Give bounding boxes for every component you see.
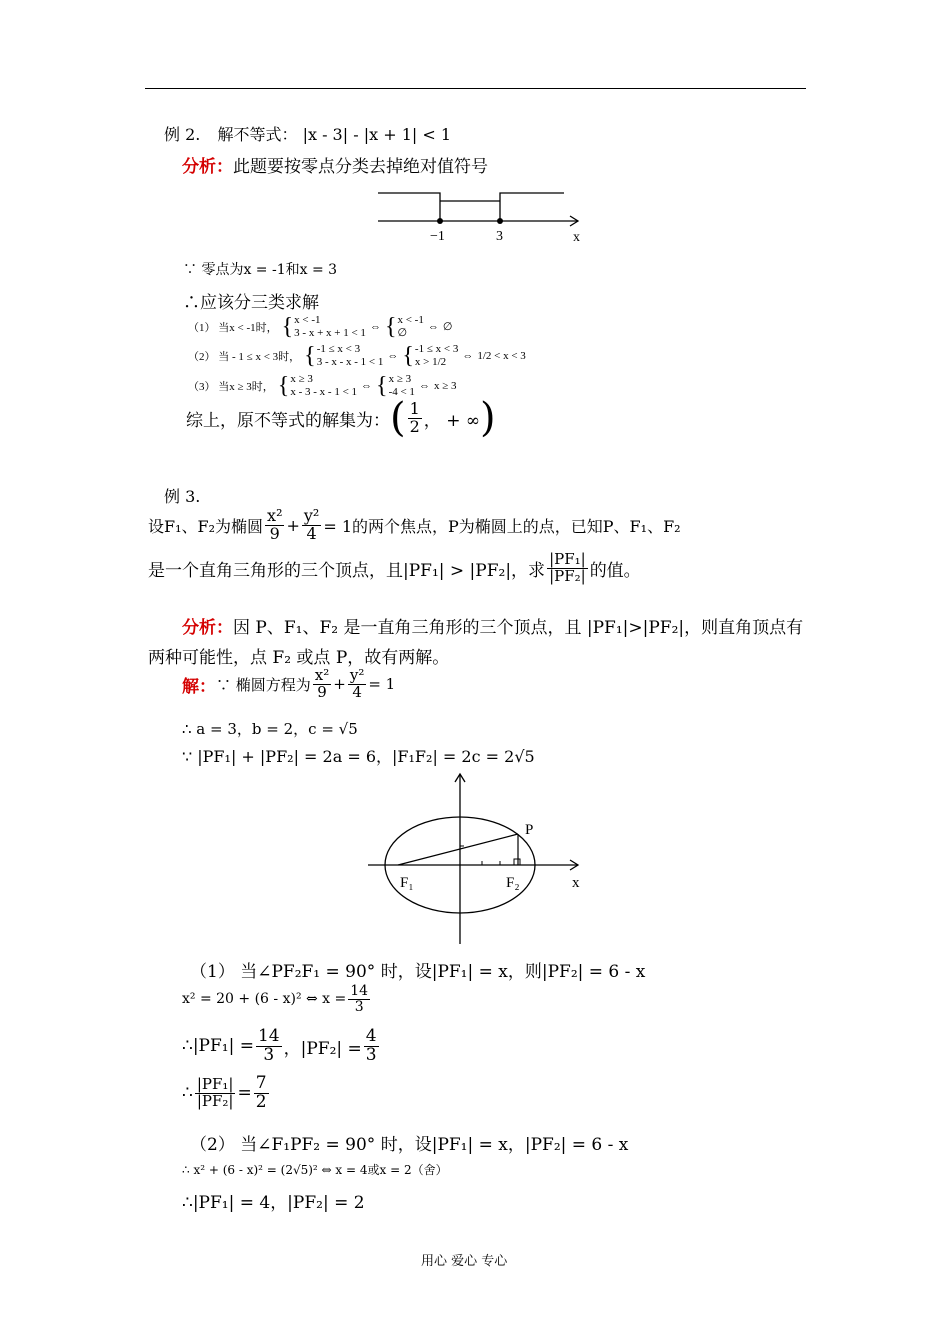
abc-line: ∴ a = 3，b = 2，c = √5 xyxy=(182,720,358,738)
plus-sign: + xyxy=(333,675,346,694)
frac-num: 14 xyxy=(257,1026,280,1046)
sys-line: 3 - x + x + 1 < 1 xyxy=(294,326,366,339)
ratio-expr xyxy=(195,1077,236,1110)
sums-line: ∵ |PF₁| + |PF₂| = 2a = 6，|F₁F₂| = 2c = 2√5 xyxy=(182,747,535,766)
frac-num: |PF₁| xyxy=(549,550,586,568)
frac-num: 4 xyxy=(365,1026,377,1046)
case1-head: （1） 当∠PF₂F₁ = 90° 时，设|PF₁| = x，则|PF₂| = 6 - x xyxy=(190,962,646,982)
sys-line: x - 3 - x - 1 < 1 xyxy=(290,385,358,398)
solution-label: 解： xyxy=(182,676,216,697)
ellipse-figure xyxy=(360,770,600,948)
case2-result: 1/2 < x < 3 xyxy=(477,349,526,362)
sys-line: x < -1 xyxy=(294,314,321,326)
frac-num: y² xyxy=(349,666,365,684)
case1-row: （1） 当x < -1时， { x < -1 3 - x + x + 1 < 1 ⇔ { x < -1 ∅ ⇔ ∅ xyxy=(188,313,453,340)
therefore: ∴ xyxy=(182,1083,193,1104)
plus-sign: + xyxy=(286,515,300,535)
example3-analysis-2: 两种可能性，点 F₂ 或点 P，故有两解。 xyxy=(148,648,450,668)
header-rule xyxy=(145,88,806,89)
frac-den: 4 xyxy=(352,682,362,701)
sys-line: x > 1/2 xyxy=(414,355,447,368)
case1-x-value xyxy=(348,984,370,1014)
line1-start: 设F₁、F₂为椭圆 xyxy=(148,516,264,536)
example3-line1 xyxy=(148,508,681,543)
sys-line: ∅ xyxy=(397,326,408,339)
sys-line: x < -1 xyxy=(397,314,424,326)
case2-label: （2） 当 - 1 ≤ x < 3时， xyxy=(188,350,301,363)
frac-den: 3 xyxy=(365,1044,377,1065)
frac-num: 7 xyxy=(255,1073,267,1093)
pf1-label: ∴|PF₁| = xyxy=(182,1036,254,1057)
frac-den: 9 xyxy=(317,682,327,701)
region-left xyxy=(378,193,440,221)
example2-prompt: 解不等式： xyxy=(217,125,298,144)
sys-line: x ≥ 3 xyxy=(290,373,313,385)
line1-end: = 1的两个焦点，P为椭圆上的点，已知P、F₁、F₂ xyxy=(323,516,681,536)
sys-line: x ≥ 3 xyxy=(388,373,412,385)
zero-point-left xyxy=(437,218,443,224)
case1-values xyxy=(182,1028,381,1065)
analysis-text: 此题要按零点分类去掉绝对值符号 xyxy=(233,157,488,177)
right-angle-mark xyxy=(514,859,520,865)
frac-den: 3 xyxy=(263,1044,275,1065)
number-line-figure xyxy=(370,185,590,247)
frac-num: |PF₁| xyxy=(196,1075,234,1094)
sol-y-term xyxy=(348,668,367,701)
example2-label: 例 2. xyxy=(164,125,201,144)
frac-den: |PF₂| xyxy=(549,566,586,585)
sys-line: 3 - x - x - 1 < 1 xyxy=(316,355,384,368)
ratio-fraction xyxy=(547,552,588,585)
example2-inequality: |x - 3| - |x + 1| < 1 xyxy=(302,125,452,144)
example3-label: 例 3. xyxy=(164,487,201,506)
sol-eq-tail: = 1 xyxy=(368,675,396,694)
frac-num: x² xyxy=(314,666,330,684)
region-right xyxy=(500,193,564,221)
ellipse-y-term xyxy=(302,508,321,543)
focus-f2-label: F₂ xyxy=(506,875,520,891)
example3-analysis-1 xyxy=(182,613,803,638)
case2-head: （2） 当∠F₁PF₂ = 90° 时，设|PF₁| = x，|PF₂| = 6 - x xyxy=(190,1135,629,1155)
frac-den: 9 xyxy=(269,523,280,543)
axis-label: x xyxy=(573,230,580,245)
point-p-label: P xyxy=(525,822,534,838)
analysis-label: 分析： xyxy=(182,157,233,177)
solution-tail: ， + ∞ xyxy=(423,410,481,431)
tick-label: −1 xyxy=(430,229,445,244)
sol-x-term xyxy=(313,668,331,701)
zero-points-line: ∵ 零点为x = -1和x = 3 xyxy=(183,262,338,278)
equals: = xyxy=(237,1083,252,1104)
page-footer: 用心 爱心 专心 xyxy=(421,1254,508,1269)
case1-label: （1） 当x < -1时， xyxy=(188,321,278,334)
pf2-value xyxy=(364,1028,379,1065)
three-cases-line: ∴应该分三类求解 xyxy=(183,293,319,313)
frac-den: 3 xyxy=(354,998,364,1015)
tick-label: 3 xyxy=(496,229,503,244)
example2-title xyxy=(164,122,451,145)
line2-end: 的值。 xyxy=(589,560,641,581)
analysis-text: 因 P、F₁、F₂ 是一直角三角形的三个顶点，且 |PF₁|>|PF₂|，则直角顶点有 xyxy=(233,618,804,638)
case3-row: （3） 当x ≥ 3时， { x ≥ 3 x - 3 - x - 1 < 1 ⇔ { x ≥ 3 -4 < 1 ⇔ x ≥ 3 xyxy=(188,372,457,399)
sys-line: -4 < 1 xyxy=(388,385,415,398)
zero-point-right xyxy=(497,218,503,224)
case1-eq xyxy=(182,984,372,1014)
example2-conclusion: 综上，原不等式的解集为： ( $\frac{1}{2}$ ， + ∞ ) xyxy=(186,395,496,441)
frac-den: |PF₂| xyxy=(196,1091,234,1110)
solution-intro xyxy=(182,668,395,701)
pf1-value xyxy=(256,1028,282,1065)
frac-num: 1 xyxy=(409,398,420,418)
case3-result: x ≥ 3 xyxy=(433,379,457,392)
frac-den: 2 xyxy=(255,1091,267,1112)
line2-start: 是一个直角三角形的三个顶点，且|PF₁| > |PF₂|，求 xyxy=(148,560,546,581)
x-axis-label: x xyxy=(572,875,580,891)
solution-fraction xyxy=(408,398,422,436)
ratio-value xyxy=(254,1075,269,1112)
conclusion-text: 综上，原不等式的解集为： xyxy=(186,410,390,431)
case1-result: ∅ xyxy=(442,321,453,334)
focus-f1-label: F₁ xyxy=(400,875,414,891)
frac-num: 14 xyxy=(350,983,369,999)
case1-ratio xyxy=(182,1075,271,1112)
frac-den: 4 xyxy=(306,523,317,543)
ellipse-x-term xyxy=(265,508,284,543)
analysis-label: 分析： xyxy=(182,618,233,638)
sys-line: -1 ≤ x < 3 xyxy=(316,343,361,355)
sys-line: -1 ≤ x < 3 xyxy=(414,343,459,355)
example2-analysis xyxy=(182,152,488,177)
sol-intro-text: ∵ 椭圆方程为 xyxy=(216,675,311,694)
frac-den: 2 xyxy=(409,416,420,436)
case2-values: ∴|PF₁| = 4，|PF₂| = 2 xyxy=(182,1193,365,1213)
frac-num: y² xyxy=(303,506,320,525)
case1-eq-text: x² = 20 + (6 - x)² ⇔ x = xyxy=(182,991,347,1008)
case3-label: （3） 当x ≥ 3时， xyxy=(188,380,274,393)
segment-pf1 xyxy=(398,834,518,865)
example3-line2 xyxy=(148,552,641,585)
pf2-label: ，|PF₂| = xyxy=(283,1038,362,1059)
case2-row: （2） 当 - 1 ≤ x < 3时， { -1 ≤ x < 3 3 - x - x - 1 < 1 ⇔ { -1 ≤ x < 3 x > 1/2 ⇔ 1/2 < x < 3 xyxy=(188,342,526,369)
frac-num: x² xyxy=(267,506,283,525)
case2-eq: ∴ x² + (6 - x)² = (2√5)² ⇔ x = 4或x = 2（舍） xyxy=(182,1163,448,1177)
